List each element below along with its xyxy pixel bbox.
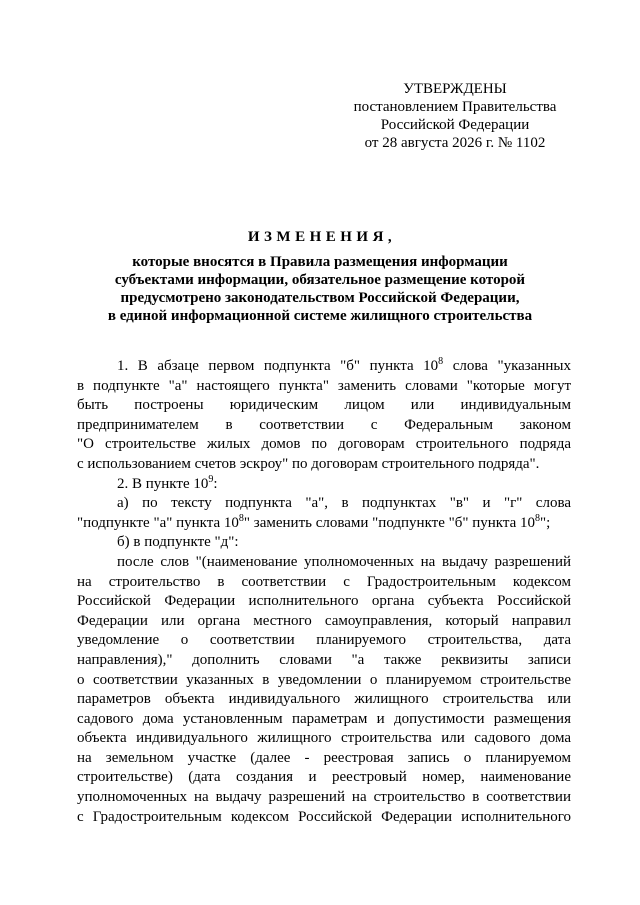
text-line: строительстве) (дата создания и реестровый номер, наименование bbox=[77, 769, 571, 786]
text-line: направления)," дополнить словами "а также реквизиты записи bbox=[77, 651, 571, 668]
text-line: Федерации или органа местного самоуправления, который направил bbox=[77, 612, 571, 629]
approval-line: от 28 августа 2026 г. № 1102 bbox=[364, 135, 546, 151]
text-line: объекта индивидуального жилищного строительства или садового дома bbox=[77, 730, 571, 747]
text-line: после слов "(наименование уполномоченных на выдачу разрешений bbox=[117, 553, 571, 570]
text-line: предпринимателем в соответствии с Федеральным законом bbox=[77, 416, 571, 433]
text-line: "О строительстве жилых домов по договорам строительного подряда bbox=[77, 436, 571, 453]
text-line: "подпункте "а" пункта $10^8$" заменить словами "подпункте "б" пункта $10^8$"; bbox=[77, 512, 551, 531]
text-line: уполномоченных на выдачу разрешений на строительство в соответствии bbox=[77, 789, 571, 806]
text-line: быть построены юридическим лицом или индивидуальным bbox=[77, 397, 571, 414]
text-line: б) в подпункте "д": bbox=[117, 534, 239, 551]
subtitle-line: предусмотрено законодательством Российской Федерации, bbox=[120, 290, 520, 306]
text-line: уведомление о соответствии планируемого строительства, дата bbox=[77, 632, 571, 649]
text-line: Российской Федерации исполнительного органа субъекта Российской bbox=[77, 593, 571, 610]
text-line: с использованием счетов эскроу" по договорам строительного подряда". bbox=[77, 455, 540, 472]
text-line: параметров объекта индивидуального жилищного строительства или bbox=[77, 691, 571, 708]
text-line: 2. В пункте $10^9$: bbox=[117, 473, 218, 492]
text-line: о соответствии указанных в уведомлении о планируемом строительстве bbox=[77, 671, 571, 688]
subtitle-line: субъектами информации, обязательное размещение которой bbox=[114, 272, 526, 288]
text-line: садового дома установленным параметрам и допустимости размещения bbox=[77, 710, 571, 727]
approval-heading: УТВЕРЖДЕНЫ bbox=[403, 81, 507, 97]
text-line: в подпункте "а" настоящего пункта" заменить словами "которые могут bbox=[77, 377, 571, 394]
approval-line: Российской Федерации bbox=[380, 117, 530, 133]
subtitle-line: в единой информационной системе жилищного строительства bbox=[107, 308, 533, 324]
text-line: а) по тексту подпункта "а", в подпунктах "в" и "г" слова bbox=[117, 495, 571, 512]
document-title: ИЗМЕНЕНИЯ, bbox=[247, 229, 397, 245]
text-line: на строительство в соответствии с Градостроительным кодексом bbox=[77, 573, 571, 590]
text-line: 1. В абзаце первом подпункта "б" пункта $10^8$ слова "указанных bbox=[117, 356, 571, 374]
text-line: с Градостроительным кодексом Российской Федерации исполнительного bbox=[77, 808, 571, 825]
subtitle-line: которые вносятся в Правила размещения информации bbox=[132, 254, 508, 270]
document-subtitle bbox=[0, 253, 640, 325]
approval-line: постановлением Правительства bbox=[353, 99, 557, 115]
document-body bbox=[77, 357, 571, 827]
text-line: на земельном участке (далее - реестровая запись о планируемом bbox=[77, 749, 571, 766]
approval-block bbox=[340, 80, 570, 152]
